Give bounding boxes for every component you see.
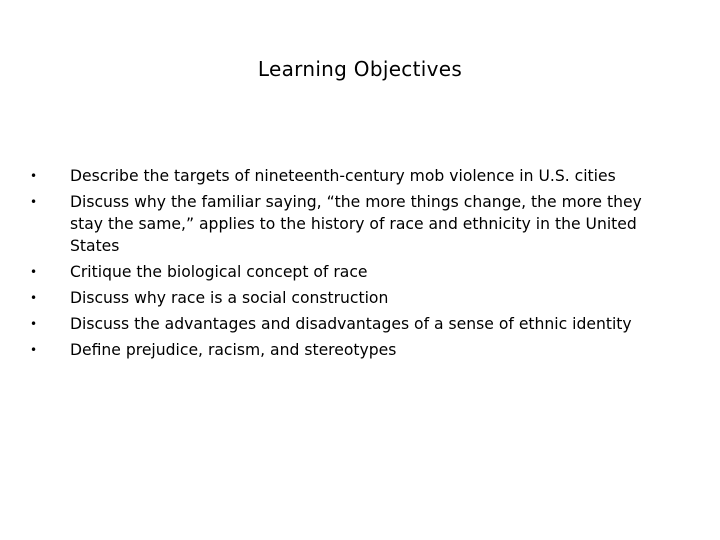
- bullet-dot-icon: •: [30, 343, 38, 357]
- list-item: [24, 313, 674, 335]
- list-item-text: Discuss the advantages and disadvantages of a sense of ethnic identity: [70, 315, 632, 333]
- objectives-list: [24, 165, 674, 365]
- list-item-text: Describe the targets of nineteenth-century mob violence in U.S. cities: [70, 167, 616, 185]
- list-item: [24, 339, 674, 361]
- list-item-text: Discuss why race is a social construction: [70, 289, 389, 307]
- slide-title: Learning Objectives: [257, 57, 463, 81]
- list-item-text: Define prejudice, racism, and stereotypes: [70, 341, 397, 359]
- bullet-dot-icon: •: [30, 195, 38, 209]
- bullet-dot-icon: •: [30, 169, 38, 183]
- list-item: [24, 165, 674, 187]
- bullet-dot-icon: •: [30, 317, 38, 331]
- list-item: [24, 191, 674, 257]
- list-item-text: Discuss why the familiar saying, “the more things change, the more they stay the same,” applies to the history of race and ethnicity in the United States: [70, 193, 642, 255]
- list-item: [24, 261, 674, 283]
- list-item-text: Critique the biological concept of race: [70, 263, 368, 281]
- list-item: [24, 287, 674, 309]
- bullet-dot-icon: •: [30, 265, 38, 279]
- bullet-dot-icon: •: [30, 291, 38, 305]
